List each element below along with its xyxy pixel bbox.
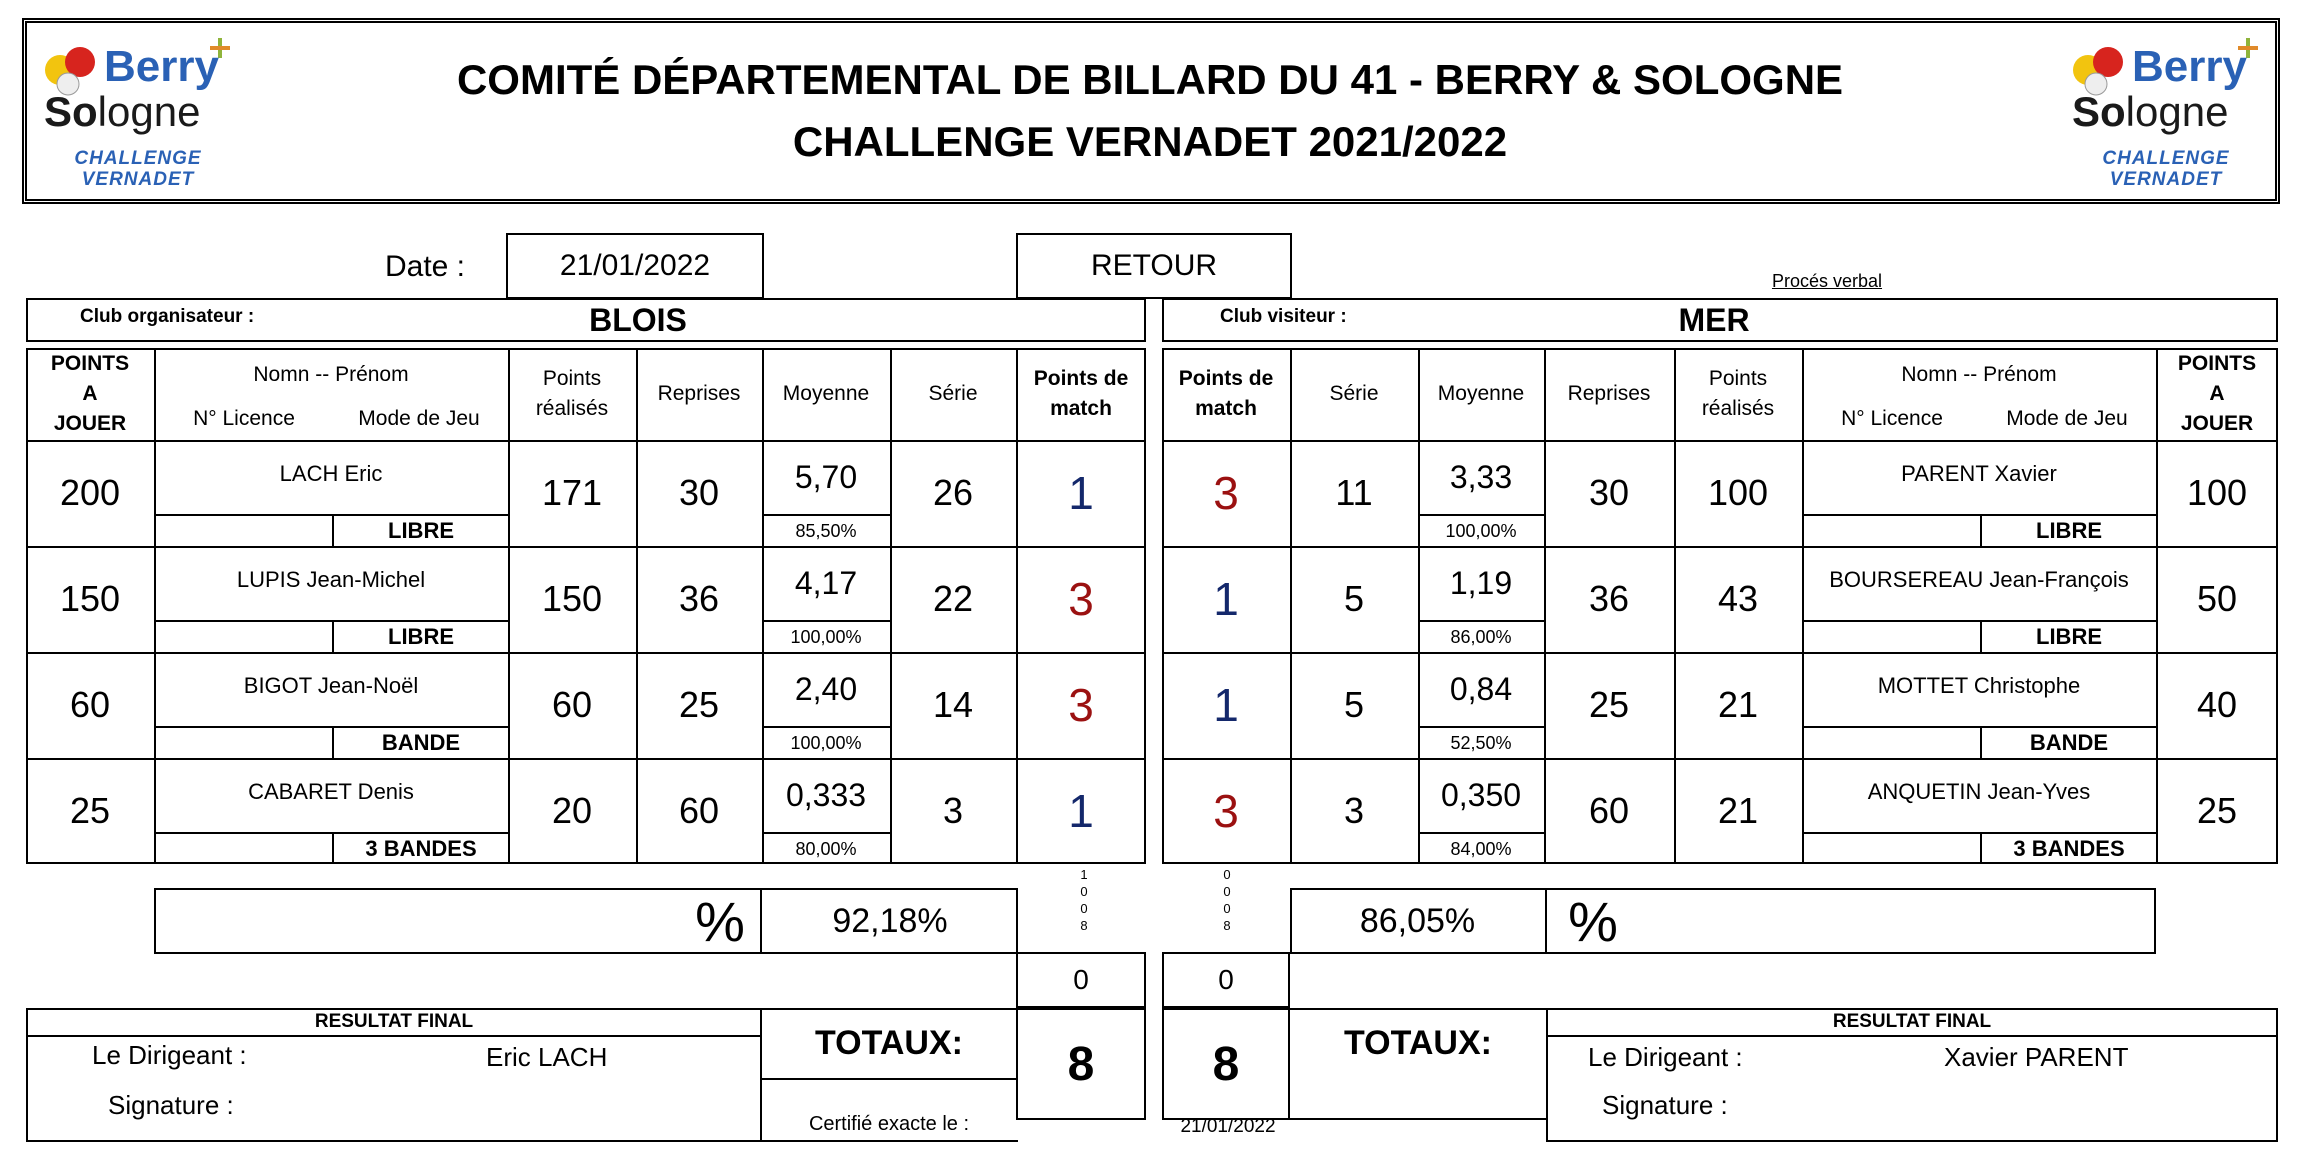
away-club-name: MER — [1678, 301, 1750, 338]
away-moyenne: 3,33 — [1449, 458, 1513, 495]
home-player-mode: LIBRE — [388, 518, 454, 543]
page-title: COMITÉ DÉPARTEMENTAL DE BILLARD DU 41 - BERRY & SOLOGNE — [456, 56, 1844, 103]
home-points-match: 3 — [1068, 679, 1094, 731]
away-moyenne: 1,19 — [1449, 564, 1513, 601]
home-player-licence — [156, 516, 330, 546]
home-pct-total: 92,18% — [832, 901, 948, 940]
logo-sologne-text: Sologne — [44, 88, 201, 135]
home-result-divider — [26, 1035, 762, 1037]
away-header-nom: Nomn -- Prénom — [1901, 363, 2057, 386]
logo-challenge-text: CHALLENGE VERNADET — [2102, 148, 2230, 190]
away-header-reprises: Reprises — [1567, 382, 1651, 405]
away-serie: 5 — [1343, 684, 1365, 725]
home-serie: 22 — [932, 578, 974, 619]
home-bonus: 0 — [1016, 952, 1146, 1008]
away-player-name: MOTTET Christophe — [1877, 673, 2081, 698]
away-bonus: 0 — [1162, 952, 1290, 1008]
away-totaux-label: TOTAUX: — [1344, 1023, 1492, 1062]
away-player-mode: LIBRE — [2036, 624, 2102, 649]
home-points-a-jouer: 60 — [69, 684, 111, 725]
away-moyenne: 0,84 — [1449, 670, 1513, 707]
away-points-match: 3 — [1213, 785, 1239, 837]
away-player-mode: LIBRE — [2036, 518, 2102, 543]
away-points-realises: 21 — [1717, 790, 1759, 831]
home-player-name: CABARET Denis — [248, 779, 414, 804]
home-signature-label: Signature : — [108, 1090, 234, 1120]
home-pct-symbol: % — [695, 889, 745, 953]
away-player-mode: 3 BANDES — [2013, 836, 2125, 861]
away-header-licence: N° Licence — [1841, 407, 1943, 430]
away-moyenne: 0,350 — [1440, 776, 1522, 813]
away-pct-total: 86,05% — [1359, 901, 1476, 940]
logo-sologne-text: Sologne — [2072, 88, 2229, 135]
away-header-points_realises — [1674, 348, 1802, 440]
away-player-name: BOURSEREAU Jean-François — [1829, 567, 2129, 592]
away-points-a-jouer: 40 — [2196, 684, 2238, 725]
home-header-points_a_jouer-line: JOUER — [53, 412, 127, 435]
home-header-points_match — [1016, 348, 1146, 440]
away-reprises: 30 — [1588, 472, 1630, 513]
away-pct-symbol: % — [1568, 889, 1618, 953]
home-player-licence — [156, 622, 330, 652]
away-points-a-jouer: 50 — [2196, 578, 2238, 619]
home-totaux-label: TOTAUX: — [815, 1023, 963, 1062]
home-points-a-jouer: 150 — [59, 578, 121, 619]
logo-right — [2066, 36, 2266, 196]
away-dirigeant-name: Xavier PARENT — [1944, 1042, 2129, 1072]
home-points-match: 1 — [1068, 467, 1094, 519]
home-player-name: LACH Eric — [279, 461, 383, 486]
away-header-points_realises-line: Points — [1708, 367, 1768, 390]
home-totaux-divider — [760, 1078, 1018, 1080]
away-header-points_match-line: Points de — [1178, 367, 1274, 390]
away-dirigeant-label: Le Dirigeant : — [1588, 1042, 1743, 1072]
home-reprises: 36 — [678, 578, 720, 619]
home-player-licence — [156, 834, 330, 864]
away-reprises: 36 — [1588, 578, 1630, 619]
home-points-a-jouer: 25 — [69, 790, 111, 831]
date-field[interactable]: 21/01/2022 — [506, 233, 764, 299]
home-moyenne-pct: 100,00% — [790, 732, 862, 753]
away-club-row — [1162, 298, 2278, 342]
home-player-mode: LIBRE — [388, 624, 454, 649]
home-reprises: 60 — [678, 790, 720, 831]
home-moyenne: 0,333 — [785, 776, 867, 813]
away-points-realises: 100 — [1707, 472, 1769, 513]
away-result-label: RESULTAT FINAL — [1832, 1011, 1992, 1032]
home-header-licence: N° Licence — [193, 407, 295, 430]
home-reprises: 30 — [678, 472, 720, 513]
away-result-divider — [1546, 1035, 2278, 1037]
home-moyenne-pct: 100,00% — [790, 626, 862, 647]
proces-verbal-link[interactable]: Procés verbal — [1771, 270, 1883, 291]
home-points-match: 3 — [1068, 573, 1094, 625]
away-total: 8 — [1162, 1008, 1290, 1120]
away-tiny-digits: 0 0 0 8 — [1223, 867, 1231, 933]
home-serie: 3 — [942, 790, 964, 831]
home-moyenne: 4,17 — [794, 564, 858, 601]
away-player-licence — [1804, 516, 1978, 546]
home-club-label: Club organisateur : — [80, 306, 255, 327]
away-points-realises: 43 — [1717, 578, 1759, 619]
away-serie: 11 — [1335, 472, 1373, 513]
home-moyenne: 2,40 — [794, 670, 858, 707]
certifie-date: 21/01/2022 — [1180, 1116, 1276, 1137]
certifie-label: Certifié exacte le : — [808, 1112, 970, 1135]
home-header-points_a_jouer-line: POINTS — [50, 352, 130, 375]
away-serie: 5 — [1343, 578, 1365, 619]
away-moyenne-pct: 84,00% — [1450, 838, 1512, 859]
away-player-licence — [1804, 622, 1978, 652]
logo-left — [38, 36, 238, 196]
home-header-points_realises-line: réalisés — [535, 397, 609, 420]
home-points-a-jouer: 200 — [59, 472, 121, 513]
away-header-mode: Mode de Jeu — [2006, 407, 2128, 430]
away-points-realises: 21 — [1717, 684, 1759, 725]
home-player-name: LUPIS Jean-Michel — [236, 567, 426, 592]
away-moyenne-pct: 86,00% — [1450, 626, 1512, 647]
home-header-nom: Nomn -- Prénom — [253, 363, 409, 386]
home-points-realises: 171 — [541, 472, 603, 513]
away-serie: 3 — [1343, 790, 1365, 831]
away-player-mode: BANDE — [2029, 730, 2109, 755]
logo-berry-text: Berry — [104, 42, 219, 91]
home-result-label: RESULTAT FINAL — [314, 1011, 474, 1032]
away-player-name: PARENT Xavier — [1901, 461, 2057, 486]
home-club-row — [26, 298, 1146, 342]
home-header-points_realises-line: Points — [542, 367, 602, 390]
home-moyenne-pct: 85,50% — [795, 520, 857, 541]
date-label: Date : — [384, 250, 466, 283]
away-points-match: 1 — [1213, 573, 1239, 625]
away-reprises: 60 — [1588, 790, 1630, 831]
away-moyenne-pct: 52,50% — [1450, 732, 1512, 753]
away-header-points_a_jouer-line: JOUER — [2180, 412, 2254, 435]
home-header-points_match-line: match — [1050, 397, 1112, 420]
home-reprises: 25 — [678, 684, 720, 725]
away-points-match: 3 — [1213, 467, 1239, 519]
home-total: 8 — [1016, 1008, 1146, 1120]
page-subtitle: CHALLENGE VERNADET 2021/2022 — [792, 118, 1508, 165]
home-tiny-digits: 1 0 0 8 — [1080, 867, 1088, 933]
home-header-points_a_jouer-line: A — [82, 382, 98, 405]
home-header-points_a_jouer — [26, 348, 154, 440]
away-club-label: Club visiteur : — [1220, 306, 1347, 327]
home-points-realises: 20 — [551, 790, 593, 831]
home-header-moyenne: Moyenne — [782, 382, 870, 405]
away-header-points_a_jouer-line: A — [2209, 382, 2225, 405]
away-player-licence — [1804, 834, 1978, 864]
home-player-name: BIGOT Jean-Noël — [243, 673, 419, 698]
header-frame — [22, 18, 2280, 204]
logo-berry-text: Berry — [2132, 42, 2247, 91]
home-serie: 14 — [932, 684, 974, 725]
home-header-points_match-line: Points de — [1033, 367, 1129, 390]
away-points-a-jouer: 100 — [2186, 472, 2248, 513]
home-header-serie: Série — [928, 382, 978, 405]
away-signature-label: Signature : — [1602, 1090, 1728, 1120]
away-header-points_match-line: match — [1195, 397, 1257, 420]
home-player-mode: BANDE — [381, 730, 461, 755]
away-player-name: ANQUETIN Jean-Yves — [1867, 779, 2091, 804]
away-reprises: 25 — [1588, 684, 1630, 725]
home-club-name: BLOIS — [589, 301, 687, 338]
home-points-realises: 150 — [541, 578, 603, 619]
away-player-licence — [1804, 728, 1978, 758]
logo-challenge-text: CHALLENGE VERNADET — [74, 148, 202, 190]
home-moyenne: 5,70 — [794, 458, 858, 495]
home-player-mode: 3 BANDES — [365, 836, 477, 861]
home-moyenne-pct: 80,00% — [795, 838, 857, 859]
away-header-points_match — [1162, 348, 1290, 440]
home-dirigeant-name: Eric LACH — [486, 1042, 608, 1072]
home-header-reprises: Reprises — [657, 382, 741, 405]
away-moyenne-pct: 100,00% — [1445, 520, 1517, 541]
leg-field[interactable]: RETOUR — [1016, 233, 1292, 299]
away-pct-divider — [1545, 888, 1547, 954]
home-header-mode: Mode de Jeu — [358, 407, 480, 430]
home-points-realises: 60 — [551, 684, 593, 725]
home-serie: 26 — [932, 472, 974, 513]
away-header-serie: Série — [1329, 382, 1379, 405]
away-header-points_a_jouer-line: POINTS — [2177, 352, 2257, 375]
away-header-points_realises-line: réalisés — [1701, 397, 1775, 420]
away-header-moyenne: Moyenne — [1437, 382, 1525, 405]
home-player-licence — [156, 728, 330, 758]
home-points-match: 1 — [1068, 785, 1094, 837]
away-header-points_a_jouer — [2156, 348, 2278, 440]
away-points-match: 1 — [1213, 679, 1239, 731]
home-header-points_realises — [508, 348, 636, 440]
away-points-a-jouer: 25 — [2196, 790, 2238, 831]
home-dirigeant-label: Le Dirigeant : — [92, 1040, 247, 1070]
